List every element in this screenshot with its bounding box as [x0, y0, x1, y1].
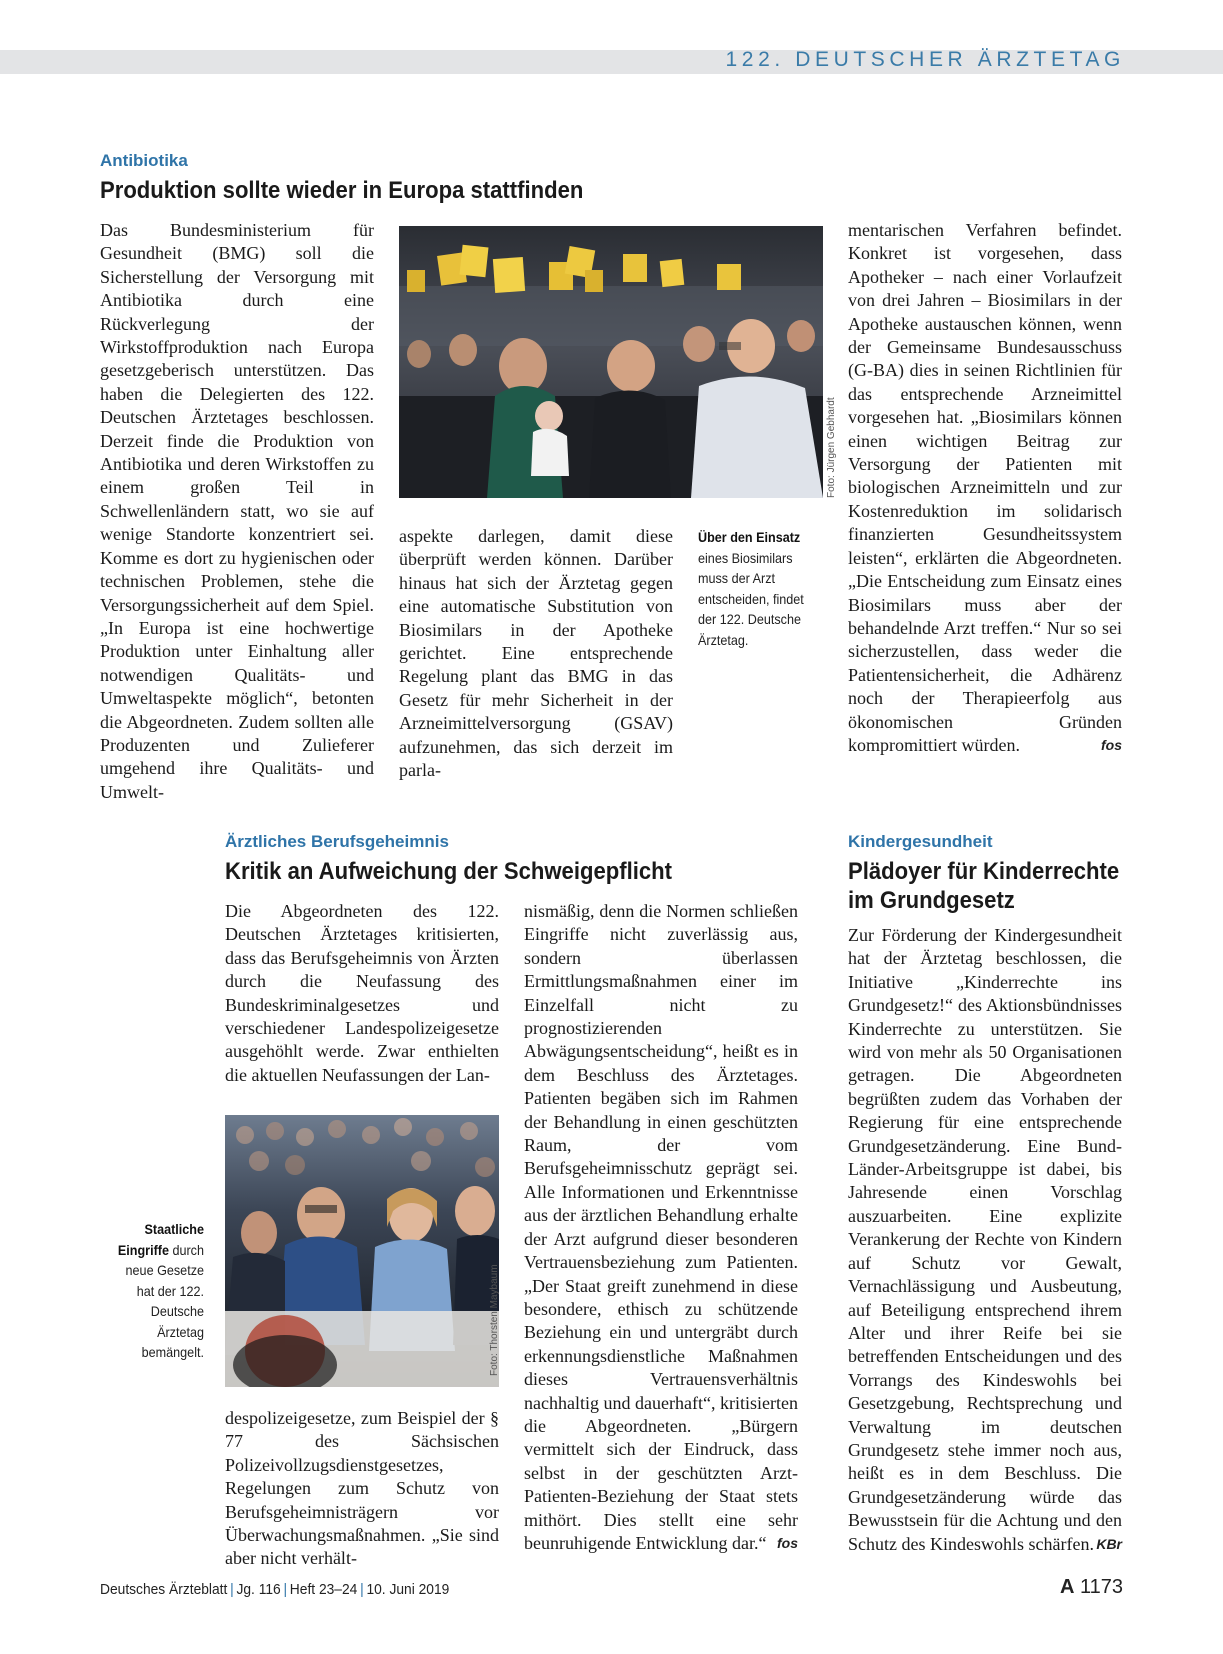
footer-volume: Jg. 116 — [236, 1581, 281, 1598]
footer-issue: Heft 23–24 — [289, 1581, 358, 1598]
article2-column2-text: nismäßig, denn die Normen schließen Eingriffe nicht zuverlässig aus, sondern überlassen Ermittlungsmaßnahmen einer im Einzelfall nicht zu prognostizierenden Abwägungsentscheidung“, heißt es in dem Beschluss des Ärztetages. Patienten begäben sich im Rahmen der Behandlung in einen geschützten Raum, der vom Berufsgeheimnisschutz geprägt sei. Alle Informationen und Erkenntnisse aus der ärztlichen Behandlung erhalte der Arzt aufgrund dieser besonderen Vertrauensbeziehung zum Patienten. „Der Staat greift zunehmend in diese besondere, ethisch zu schützende Beziehung ein und untergräbt durch erkennungsdienstliche Maßnahmen dieses Vertrauensverhältnis nachhaltig und dauerhaft“, kritisierten die Abgeordneten. „Bürgern vermittelt sich der Eindruck, dass selbst in der geschützten Arzt-Patienten-Beziehung der Staat stets mithört. Dies stellt eine sehr beunruhigende Entwicklung dar.“ — [524, 901, 798, 1553]
article2-column1-top: Die Abgeordneten des 122. Deutschen Ärztetages kritisierten, dass das Berufsgeheimnis von Ärzten durch die Neufassung des Bundeskriminalgesetzes und verschiedener Landespolizeigesetze ausgehöhlt werde. Zwar enthielten die aktuellen Neufassungen der Lan- — [225, 901, 499, 1085]
article1-caption-text: eines Biosimilars muss der Arzt entscheiden, findet der 122. Deutsche Ärztetag. — [698, 549, 804, 648]
delegates-voting-photo — [399, 226, 823, 498]
article1-column1: Das Bundesministerium für Gesundheit (BMG) soll die Sicherstellung der Versorgung mit Antibiotika durch eine Rückverlegung der Wirkstoffproduktion nach Europa gesetzgeberisch unterstützen. Das haben die Delegierten des 122. Deutschen Ärztetages beschlossen. Derzeit finde die Produktion von Antibiotika und deren Wirkstoffen zu einem großen Teil in Schwellenländern statt, wo sie auf wenige Standorte konzentriert sei. Komme es dort zu hygienischen oder technischen Problemen, stehe die Versorgungssicherheit auf dem Spiel. „In Europa ist eine hochwertige Produktion unter Einhaltung aller notwendigen Qualitäts- und Umweltaspekte möglich“, betonten die Abgeordneten. Zudem sollten alle Produzenten und Zulieferer umgehend ihre Qualitäts- und Umwelt- — [100, 220, 374, 802]
page-number — [1060, 1576, 1123, 1599]
footer-journal: Deutsches Ärzteblatt — [100, 1581, 228, 1598]
page-number-value: 1173 — [1079, 1576, 1123, 1598]
article1-kicker: Antibiotika — [100, 151, 188, 170]
article2-caption-lead: Staatliche Eingriffe — [117, 1221, 204, 1258]
article1-photo-caption — [698, 527, 822, 650]
article2-column2 — [524, 900, 798, 1555]
delegates-voting-image — [399, 226, 823, 498]
article3-kicker: Kindergesundheit — [848, 832, 993, 851]
page-prefix: A — [1059, 1576, 1075, 1598]
article1-signature: fos — [1101, 736, 1122, 753]
article1-headline: Produktion sollte wieder in Europa stattfinden — [100, 177, 584, 204]
article3-headline — [848, 857, 1124, 915]
article2-column1-bottom: despolizeigesetze, zum Beispiel der § 77 des Sächsischen Polizeivollzugsdienstgesetzes, Regelungen zum Schutz von Berufsgeheimnisträgern vor Überwachungsmaßnahmen. „Sie sind aber nicht verhält- — [225, 1408, 499, 1569]
article3-headline-line2: im Grundgesetz — [848, 887, 1015, 914]
audience-photo — [225, 1115, 499, 1387]
audience-image — [225, 1115, 499, 1387]
article3-signature: KBr — [1096, 1535, 1122, 1552]
article1-column3 — [848, 219, 1122, 757]
article2-headline: Kritik an Aufweichung der Schweigepflicht — [225, 858, 672, 885]
article1-column3-text: mentarischen Verfahren befindet. Konkret ist vorgesehen, dass Apotheker – nach einer Vorlaufzeit von drei Jahren – Biosimilars in der Apotheke austauschen können, wenn der Gemeinsame Bundesausschuss (G-BA) dies in seinen Richtlinien für das entsprechende Arzneimittel vorgesehen hat. „Biosimilars können einen wichtigen Beitrag zur Versorgung der Patienten mit biologischen Arzneimitteln und zur Kostenreduktion im solidarisch finanzierten Gesundheitssystem leisten“, erklärten die Abgeordneten. „Die Entscheidung zum Einsatz eines Biosimilars muss aber der behandelnde Arzt treffen.“ Nur so sei sicherzustellen, dass weder die Patientensicherheit, die Adhärenz noch der Therapieerfolg aus ökonomischen Gründen kompromittiert würden. — [848, 220, 1122, 755]
article2-photo-caption — [105, 1219, 204, 1363]
footer-date: 10. Juni 2019 — [366, 1581, 450, 1598]
article3-headline-line1: Plädoyer für Kinderrechte — [848, 858, 1120, 885]
article3-body — [848, 924, 1122, 1556]
section-title: 122. DEUTSCHER ÄRZTETAG — [725, 48, 1125, 71]
article2-kicker: Ärztliches Berufsgeheimnis — [225, 832, 449, 851]
article1-photo-credit: Foto: Jürgen Gebhardt — [826, 397, 837, 498]
article2-photo-credit: Foto: Thorsten Maybaum — [489, 1264, 500, 1376]
article2-signature: fos — [777, 1534, 798, 1551]
article3-body-text: Zur Förderung der Kindergesundheit hat der Ärztetag beschlossen, die Initiative „Kinderrechte ins Grundgesetz!“ des Aktionsbündnisses Kinderrechte zu unterstützen. Sie wird von mehr als 50 Organisationen getragen. Die Abgeordneten begrüßten zudem das Vorhaben der Regierung für eine entsprechende Grundgesetzänderung. Eine Bund-Länder-Arbeitsgruppe ist dabei, bis Jahresende einen Vorschlag auszuarbeiten. Eine explizite Verankerung der Rechte von Kindern auf Schutz vor Gewalt, Vernachlässigung und Ausbeutung, auf Beteiligung entsprechend ihrem Alter und ihrer Reife bei sie betreffenden Entscheidungen und des Vorrangs des Kindeswohls bei Gesetzgebung, Rechtsprechung und Verwaltung im deutschen Grundgesetz stehe immer noch aus, heißt es in dem Beschluss. Die Grundgesetzänderung würde das Bewusstsein für die Achtung und den Schutz des Kindeswohls schärfen. — [848, 925, 1122, 1554]
footer: Deutsches Ärzteblatt | Jg. 116 | Heft 23–24 | 10. Juni 2019 — [100, 1581, 450, 1598]
article1-caption-lead: Über den Einsatz — [698, 529, 801, 545]
article1-column2: aspekte darlegen, damit diese überprüft werden können. Darüber hinaus hat sich der Ärztetag gegen eine automatische Substitution von Biosimilars in der Apotheke gerichtet. Eine entsprechende Regelung plant das BMG in das Gesetz für mehr Sicherheit in der Arzneimittelversorgung (GSAV) aufzunehmen, das sich derzeit im parla- — [399, 526, 673, 781]
article2-caption-text: durch neue Gesetze hat der 122. Deutsche Ärztetag bemängelt. — [125, 1241, 204, 1360]
